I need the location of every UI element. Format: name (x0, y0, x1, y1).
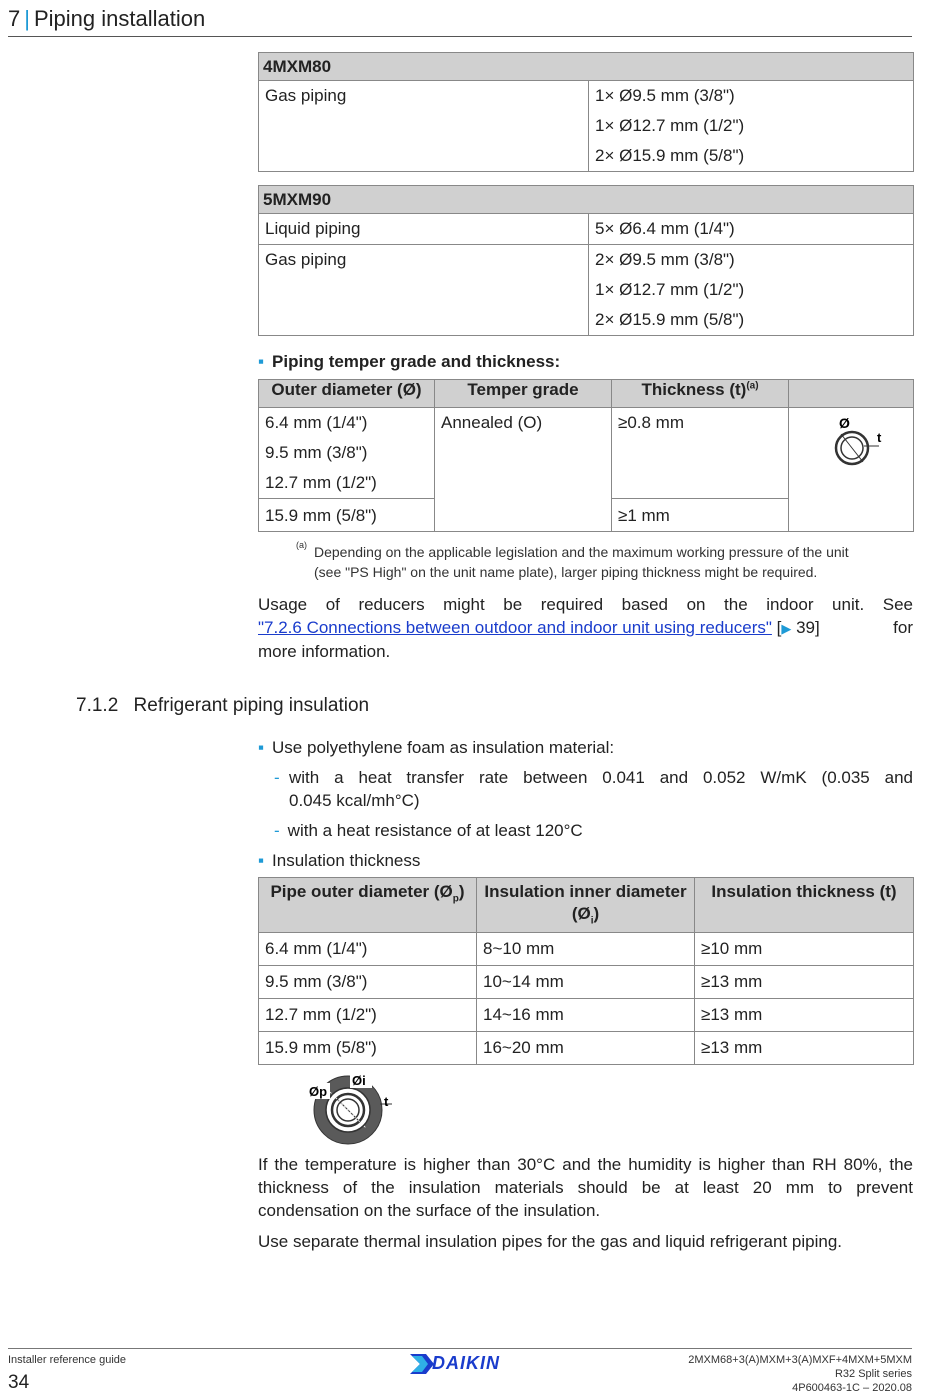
footer-divider (8, 1348, 912, 1349)
page-header: 7 | Piping installation (8, 6, 206, 31)
footer-guide: Installer reference guide (8, 1354, 127, 1366)
bullet-text: Piping temper grade and thickness: (272, 352, 561, 371)
dash-item: - with a heat resistance of at least 120°C (274, 821, 583, 840)
table-row: 9.5 mm (3/8") 10~14 mm ≥13 mm (259, 966, 914, 999)
section-number: 7.1.2 (76, 695, 119, 716)
table-5mxm90 (258, 185, 914, 336)
cell-value: ≥1 mm (618, 506, 670, 525)
bullet-item: ▪ Use polyethylene foam as insulation material: (258, 738, 615, 757)
col-header: Outer diameter (Ø) (259, 380, 435, 408)
daikin-logo (408, 1352, 514, 1376)
footer-doc-info: 2MXM68+3(A)MXM+3(A)MXF+4MXM+5MXM R32 Split series 4P600463-1C – 2020.08 (688, 1354, 912, 1394)
col-header: Insulation inner diameter $(Ø_i)$ (477, 878, 695, 933)
dash-item: - with a heat transfer rate between 0.041 and 0.052 W/mK (0.035 and 0.045 kcal/mh°C) (274, 768, 913, 810)
section-heading (76, 695, 369, 717)
page-number: 34 (8, 1372, 30, 1393)
page-ref-arrow[interactable]: ▶ (781, 621, 792, 636)
cell-value: 1× Ø9.5 mm (3/8") (595, 86, 735, 105)
row-label: Gas piping (265, 86, 347, 105)
col-header: Temper grade (435, 380, 612, 408)
separate-pipes-paragraph: Use separate thermal insulation pipes for the gas and liquid refrigerant piping. (258, 1232, 843, 1251)
table-row (259, 81, 914, 172)
table-temper (258, 379, 914, 532)
cell-value: 1× Ø12.7 mm (1/2") (595, 280, 745, 299)
col-header: Pipe outer diameter $(Ø_p)$ (259, 878, 477, 933)
section-title: Refrigerant piping insulation (133, 695, 370, 716)
table-row (259, 214, 914, 245)
footnote: (a) Depending on the applicable legislation and the maximum working pressure of the unit (see "PS High" on the unit name plate), larger piping thickness might be required. (296, 540, 849, 580)
pipe-thickness-figure (809, 410, 909, 480)
reducers-paragraph: Usage of reducers might be required based on the indoor unit. See "7.2.6 Connections between outdoor and indoor unit using reducers" [▶ 39] for more information. (258, 595, 913, 661)
fig-t-label: t (877, 430, 882, 445)
table-insulation (258, 877, 914, 1065)
brand-name: DAIKIN (432, 1353, 500, 1373)
table-row: 6.4 mm (1/4") 8~10 mm ≥10 mm (259, 933, 914, 966)
row-label: Gas piping (265, 250, 347, 269)
row-label: Liquid piping (265, 219, 361, 238)
fig-oi-label: Øi (352, 1073, 366, 1088)
cell-value: Annealed (O) (441, 413, 543, 432)
temperature-paragraph: If the temperature is higher than 30°C and the humidity is higher than RH 80%, the thickness of the insulation materials should be at least 20 mm to prevent condensation on the surface of the insulation. (258, 1155, 913, 1220)
fig-op-label: Øp (309, 1084, 328, 1099)
insulation-bullets (258, 736, 913, 872)
reducers-link[interactable]: "7.2.6 Connections between outdoor and indoor unit using reducers" (258, 618, 772, 637)
chapter-number: 7 (8, 6, 21, 31)
cell-value: 1× Ø12.7 mm (1/2") (595, 116, 745, 135)
fig-t-label: t (384, 1094, 389, 1109)
cell-value: 6.4 mm (1/4") (265, 413, 368, 432)
bullet-item: ▪ Insulation thickness (258, 851, 421, 870)
insulation-figure (300, 1068, 410, 1148)
cell-value: 12.7 mm (1/2") (265, 473, 377, 492)
header-divider (8, 36, 912, 37)
col-header: Insulation thickness (t) (695, 878, 914, 933)
cell-value: 9.5 mm (3/8") (265, 443, 368, 462)
table-row: 12.7 mm (1/2") 14~16 mm ≥13 mm (259, 999, 914, 1032)
table-row: 15.9 mm (5/8") 16~20 mm ≥13 mm (259, 1032, 914, 1065)
table-title: 5MXM90 (259, 186, 914, 214)
cell-value: 15.9 mm (5/8") (265, 506, 377, 525)
fig-o-label: Ø (839, 415, 850, 431)
bullet-temper: ▪ Piping temper grade and thickness: (258, 352, 561, 371)
table-row (259, 245, 914, 336)
pipe-figure-cell (789, 408, 914, 532)
cell-value: 2× Ø15.9 mm (5/8") (595, 146, 745, 165)
col-header: Thickness $(t)^{(a)}$ (612, 380, 789, 408)
chapter-title: Piping installation (33, 6, 206, 31)
table-title: 4MXM80 (259, 53, 914, 81)
table-row (259, 408, 914, 499)
table-4mxm80 (258, 52, 914, 172)
cell-value: 5× Ø6.4 mm (1/4") (595, 219, 735, 238)
cell-value: 2× Ø15.9 mm (5/8") (595, 310, 745, 329)
cell-value: ≥0.8 mm (618, 413, 685, 432)
cell-value: 2× Ø9.5 mm (3/8") (595, 250, 735, 269)
col-header-empty (789, 380, 914, 408)
